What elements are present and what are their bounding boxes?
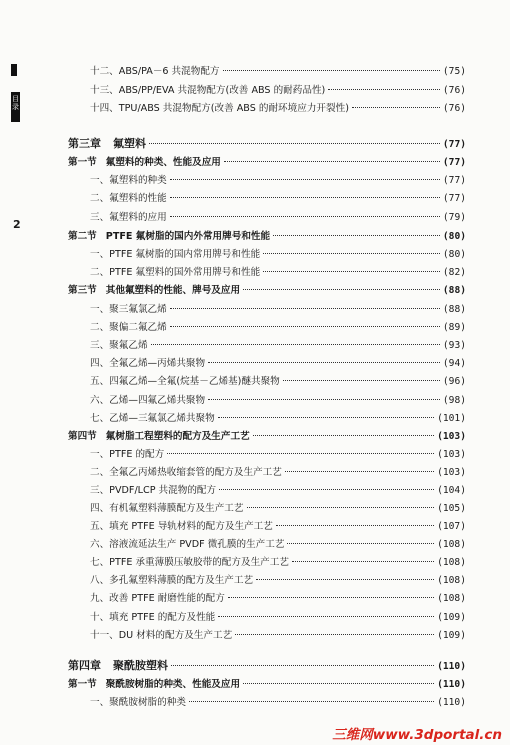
toc-page-ref: (80): [442, 231, 466, 242]
toc-page-ref: (110): [437, 697, 466, 708]
toc-page-ref: (105): [437, 503, 466, 514]
toc-title: 氟树脂工程塑料的配方及生产工艺: [105, 431, 250, 442]
toc-title: 四、全氟乙烯—丙烯共聚物: [90, 358, 206, 369]
toc-entry: [68, 660, 466, 673]
toc-number: 第二节: [68, 231, 97, 242]
toc-entry: [90, 521, 466, 533]
dot-leader: [273, 235, 440, 236]
toc-page-ref: (104): [437, 485, 466, 496]
toc-entry: [90, 593, 466, 605]
dot-leader: [170, 308, 440, 309]
dot-leader: [263, 271, 440, 272]
toc-title: 五、填充 PTFE 导轨材料的配方及生产工艺: [90, 521, 273, 532]
dot-leader: [218, 616, 434, 617]
dot-leader: [328, 89, 440, 90]
toc-title: 六、溶液流延法生产 PVDF 微孔膜的生产工艺: [90, 539, 285, 550]
toc-entry: [90, 697, 466, 709]
dot-leader: [352, 107, 440, 108]
toc-page-ref: (98): [442, 395, 466, 406]
toc-entry: [90, 66, 466, 78]
toc-title: 聚酰胺树脂的种类、性能及应用: [105, 679, 241, 690]
toc-page-ref: (88): [442, 285, 466, 296]
toc-title: 其他氟塑料的性能、牌号及应用: [105, 285, 241, 296]
dot-leader: [276, 525, 434, 526]
toc-page-ref: (103): [437, 431, 466, 442]
toc-page-ref: (101): [437, 413, 466, 424]
dot-leader: [228, 597, 434, 598]
toc-entry: [68, 157, 466, 169]
toc-page-ref: (82): [442, 267, 466, 278]
dot-leader: [224, 161, 440, 162]
dot-leader: [149, 143, 440, 144]
toc-title: 三、聚氟乙烯: [90, 340, 148, 351]
dot-leader: [263, 253, 440, 254]
toc-page-ref: (103): [437, 449, 466, 460]
toc-title: 五、四氟乙烯—全氟(烷基－乙烯基)醚共聚物: [90, 376, 280, 387]
toc-title: 一、PTFE 氟树脂的国内常用牌号和性能: [90, 249, 261, 260]
toc-title: 一、氟塑料的种类: [90, 175, 167, 186]
toc-title: 十二、ABS/PA－6 共混物配方: [90, 66, 220, 77]
toc-title: 七、乙烯—三氟氯乙烯共聚物: [90, 413, 215, 424]
toc-number: 第一节: [68, 679, 97, 690]
toc-title: 三、PVDF/LCP 共混物的配方: [90, 485, 217, 496]
toc-entry: [90, 249, 466, 261]
dot-leader: [170, 179, 440, 180]
toc-entry: [90, 467, 466, 479]
toc-page-ref: (77): [442, 157, 466, 168]
toc-title: PTFE 氟树脂的国内外常用牌号和性能: [105, 231, 271, 242]
toc-entry: [68, 679, 466, 691]
toc-page-ref: (110): [437, 679, 466, 690]
toc-entry: [90, 193, 466, 205]
dot-leader: [167, 453, 434, 454]
toc-number: 第一节: [68, 157, 97, 168]
dot-leader: [287, 543, 434, 544]
toc-title: 十一、DU 材料的配方及生产工艺: [90, 630, 233, 641]
toc-title: 七、PTFE 承重薄膜压敏胶带的配方及生产工艺: [90, 557, 289, 568]
toc-page-ref: (109): [437, 630, 466, 641]
toc-page-ref: (80): [442, 249, 466, 260]
toc-page-ref: (77): [442, 175, 466, 186]
dot-leader: [208, 362, 440, 363]
toc-number: 第四节: [68, 431, 97, 442]
dot-leader: [208, 399, 440, 400]
dot-leader: [219, 489, 434, 490]
toc-entry: [68, 231, 466, 243]
dot-leader: [285, 471, 434, 472]
toc-page-ref: (108): [437, 593, 466, 604]
side-marker-bar: [11, 64, 17, 76]
toc-entry: [90, 539, 466, 551]
toc-title: 三、氟塑料的应用: [90, 212, 167, 223]
toc-title: 十四、TPU/ABS 共混物配方(改善 ABS 的耐环境应力开裂性): [90, 103, 349, 114]
toc-entry: [90, 322, 466, 334]
dot-leader: [151, 344, 440, 345]
toc-page-ref: (108): [437, 575, 466, 586]
dot-leader: [256, 579, 434, 580]
toc-title: 二、氟塑料的性能: [90, 193, 167, 204]
toc-title: 四、有机氟塑料薄膜配方及生产工艺: [90, 503, 244, 514]
toc-title: 十、填充 PTFE 的配方及性能: [90, 612, 216, 623]
toc-page-ref: (77): [442, 139, 466, 150]
toc-page-ref: (75): [442, 66, 466, 77]
toc-title: 一、聚三氟氯乙烯: [90, 304, 167, 315]
dot-leader: [170, 197, 440, 198]
toc-entry: [90, 376, 466, 388]
toc-title: 二、全氟乙丙烯热收缩套管的配方及生产工艺: [90, 467, 282, 478]
dot-leader: [218, 417, 434, 418]
toc-page-ref: (108): [437, 557, 466, 568]
toc-title: 一、PTFE 的配方: [90, 449, 165, 460]
side-tab-label: 目录: [12, 95, 19, 111]
dot-leader: [170, 326, 440, 327]
toc-entry: [90, 575, 466, 587]
toc-entry: [90, 340, 466, 352]
toc-entry: [90, 212, 466, 224]
toc-entry: [90, 485, 466, 497]
toc-page-ref: (79): [442, 212, 466, 223]
dot-leader: [247, 507, 435, 508]
dot-leader: [170, 216, 440, 217]
toc-page-ref: (108): [437, 539, 466, 550]
toc-entry: [90, 449, 466, 461]
toc-title: 九、改善 PTFE 耐磨性能的配方: [90, 593, 225, 604]
toc-title: 氟塑料的种类、性能及应用: [105, 157, 221, 168]
toc-page-ref: (77): [442, 193, 466, 204]
toc-entry: [90, 85, 466, 97]
toc-page-ref: (94): [442, 358, 466, 369]
toc-entry: [90, 395, 466, 407]
toc-entry: [90, 503, 466, 515]
toc-title: 十三、ABS/PP/EVA 共混物配方(改善 ABS 的耐药品性): [90, 85, 326, 96]
toc-entry: [68, 138, 466, 151]
watermark-logo: 三维网www.3dportal.cn: [332, 727, 502, 743]
toc-page-ref: (96): [442, 376, 466, 387]
toc-number: 第三节: [68, 285, 97, 296]
dot-leader: [243, 289, 440, 290]
dot-leader: [235, 634, 434, 635]
toc-number: 第三章: [68, 137, 101, 150]
toc-page-ref: (89): [442, 322, 466, 333]
toc-entry: [90, 103, 466, 115]
dot-leader: [253, 435, 434, 436]
toc-title: 二、PTFE 氟塑料的国外常用牌号和性能: [90, 267, 261, 278]
dot-leader: [243, 683, 434, 684]
toc-entry: [90, 304, 466, 316]
toc-page-ref: (109): [437, 612, 466, 623]
dot-leader: [189, 701, 434, 702]
toc-entry: [90, 630, 466, 642]
toc-title: 一、聚酰胺树脂的种类: [90, 697, 186, 708]
toc-entry: [90, 557, 466, 569]
toc-title: 六、乙烯—四氟乙烯共聚物: [90, 395, 206, 406]
toc-page-ref: (93): [442, 340, 466, 351]
toc-page-ref: (76): [442, 85, 466, 96]
toc-page-ref: (110): [437, 661, 466, 672]
toc-entry: [90, 175, 466, 187]
toc-page-ref: (103): [437, 467, 466, 478]
toc-entry: [90, 413, 466, 425]
toc-number: 第四章: [68, 659, 101, 672]
toc-title: 八、多孔氟塑料薄膜的配方及生产工艺: [90, 575, 254, 586]
toc-entry: [68, 431, 466, 443]
toc-title: 二、聚偏二氟乙烯: [90, 322, 167, 333]
dot-leader: [283, 380, 440, 381]
toc-title: 氟塑料: [113, 137, 146, 150]
toc-page-ref: (88): [442, 304, 466, 315]
side-tab: [11, 92, 20, 122]
toc-entry: [68, 285, 466, 297]
toc-entry: [90, 612, 466, 624]
dot-leader: [223, 70, 440, 71]
toc-page-ref: (107): [437, 521, 466, 532]
toc-entry: [90, 358, 466, 370]
dot-leader: [292, 561, 434, 562]
toc-title: 聚酰胺塑料: [113, 659, 168, 672]
side-page-marker: 2: [13, 218, 21, 231]
dot-leader: [171, 665, 434, 666]
toc-entry: [90, 267, 466, 279]
toc-page-ref: (76): [442, 103, 466, 114]
